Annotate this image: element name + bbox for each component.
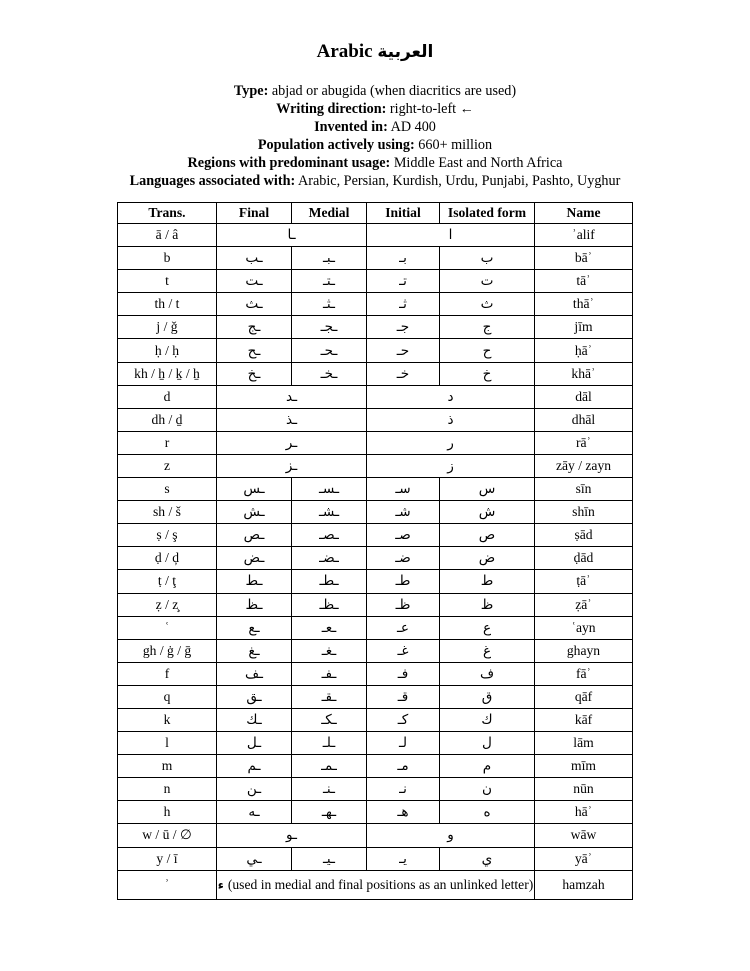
letter-name-cell: ʿayn [535, 616, 633, 639]
final-form-cell: ـه [217, 801, 292, 824]
initial-form-cell: هـ [367, 801, 440, 824]
info-value: Arabic, Persian, Kurdish, Urdu, Punjabi, Pashto, Uyghur [297, 173, 621, 190]
table-row [118, 224, 633, 247]
isolated-form-cell: ب [440, 247, 535, 270]
letter-name-cell: ṣād [535, 524, 633, 547]
initial-form-cell: لـ [367, 732, 440, 755]
medial-form-cell: ـغـ [292, 639, 367, 662]
initial-form-cell: تـ [367, 270, 440, 293]
info-line [0, 100, 750, 118]
trans-cell: r [118, 431, 217, 454]
initial-form-cell: كـ [367, 708, 440, 731]
info-label: Regions with predominant usage: [187, 155, 391, 172]
hamzah-note-cell [217, 870, 535, 899]
col-header-final: Final [217, 203, 292, 224]
letter-name-cell: ḥāʾ [535, 339, 633, 362]
isolated-form-cell: ظ [440, 593, 535, 616]
final-form-cell: ـس [217, 478, 292, 501]
medial-form-cell: ـثـ [292, 293, 367, 316]
col-header-name: Name [535, 203, 633, 224]
info-line [0, 172, 750, 190]
table-row [118, 316, 633, 339]
final-form-cell: ـل [217, 732, 292, 755]
table-row [118, 778, 633, 801]
info-value: AD 400 [390, 119, 436, 136]
final-form-cell: ـط [217, 570, 292, 593]
final-form-cell: ـن [217, 778, 292, 801]
initial-isolated-form-cell: ز [367, 454, 535, 477]
letter-name-cell: jīm [535, 316, 633, 339]
trans-cell: kh / ẖ / ḵ / ẖ [118, 362, 217, 385]
letter-name-cell: khāʾ [535, 362, 633, 385]
medial-form-cell: ـخـ [292, 362, 367, 385]
trans-cell: h [118, 801, 217, 824]
table-row [118, 408, 633, 431]
trans-cell: y / ī [118, 847, 217, 870]
info-value: Middle East and North Africa [393, 155, 563, 172]
letter-name-cell: kāf [535, 708, 633, 731]
trans-cell: k [118, 708, 217, 731]
title-arabic: العربية [377, 42, 434, 62]
letter-name-cell: tāʾ [535, 270, 633, 293]
trans-cell: f [118, 662, 217, 685]
initial-form-cell: ظـ [367, 593, 440, 616]
col-header-trans: Trans. [118, 203, 217, 224]
letter-name-cell: yāʾ [535, 847, 633, 870]
isolated-form-cell: ت [440, 270, 535, 293]
initial-form-cell: مـ [367, 755, 440, 778]
letter-name-cell: wāw [535, 824, 633, 847]
final-form-cell: ـخ [217, 362, 292, 385]
initial-form-cell: عـ [367, 616, 440, 639]
alphabet-table [117, 202, 633, 900]
trans-cell: m [118, 755, 217, 778]
trans-cell: l [118, 732, 217, 755]
medial-form-cell: ـعـ [292, 616, 367, 639]
table-row [118, 593, 633, 616]
info-value: right-to-left ← [389, 101, 474, 118]
letter-name-cell: fāʾ [535, 662, 633, 685]
table-row [118, 362, 633, 385]
medial-form-cell: ـفـ [292, 662, 367, 685]
initial-form-cell: شـ [367, 501, 440, 524]
trans-cell: ḍ / ḑ [118, 547, 217, 570]
info-label: Writing direction: [276, 101, 387, 118]
info-label: Population actively using: [257, 137, 415, 154]
final-form-cell: ـب [217, 247, 292, 270]
final-form-cell: ـص [217, 524, 292, 547]
medial-form-cell: ـقـ [292, 685, 367, 708]
final-form-cell: ـم [217, 755, 292, 778]
letter-name-cell: ṭāʾ [535, 570, 633, 593]
table-row [118, 708, 633, 731]
final-medial-form-cell: ـو [217, 824, 367, 847]
isolated-form-cell: ص [440, 524, 535, 547]
isolated-form-cell: ش [440, 501, 535, 524]
medial-form-cell: ـتـ [292, 270, 367, 293]
isolated-form-cell: ط [440, 570, 535, 593]
medial-form-cell: ـهـ [292, 801, 367, 824]
final-form-cell: ـح [217, 339, 292, 362]
medial-form-cell: ـنـ [292, 778, 367, 801]
col-header-medial: Medial [292, 203, 367, 224]
initial-form-cell: ضـ [367, 547, 440, 570]
trans-cell: dh / ḏ [118, 408, 217, 431]
table-row [118, 385, 633, 408]
letter-name-cell: lām [535, 732, 633, 755]
initial-form-cell: نـ [367, 778, 440, 801]
initial-form-cell: سـ [367, 478, 440, 501]
letter-name-cell: ghayn [535, 639, 633, 662]
trans-cell: ḥ / ḥ [118, 339, 217, 362]
final-medial-form-cell: ـز [217, 454, 367, 477]
hamzah-note-text: (used in medial and final positions as an unlinked letter) [227, 876, 534, 892]
table-header-row [118, 203, 633, 224]
final-medial-form-cell: ـا [217, 224, 367, 247]
letter-name-cell: ẓāʾ [535, 593, 633, 616]
letter-name-cell: nūn [535, 778, 633, 801]
trans-cell: th / t [118, 293, 217, 316]
final-form-cell: ـج [217, 316, 292, 339]
isolated-form-cell: ي [440, 847, 535, 870]
isolated-form-cell: ض [440, 547, 535, 570]
info-value: 660+ million [418, 137, 493, 154]
initial-form-cell: حـ [367, 339, 440, 362]
info-value: abjad or abugida (when diacritics are used) [271, 83, 517, 99]
table-row [118, 547, 633, 570]
page-title [0, 41, 750, 63]
medial-form-cell: ـضـ [292, 547, 367, 570]
initial-form-cell: خـ [367, 362, 440, 385]
letter-name-cell: sīn [535, 478, 633, 501]
letter-name-cell: dhāl [535, 408, 633, 431]
table-row [118, 847, 633, 870]
isolated-form-cell: ع [440, 616, 535, 639]
trans-cell: w / ū / ∅ [118, 824, 217, 847]
medial-form-cell: ـلـ [292, 732, 367, 755]
trans-cell: s [118, 478, 217, 501]
trans-cell: z [118, 454, 217, 477]
table-body [118, 224, 633, 900]
medial-form-cell: ـكـ [292, 708, 367, 731]
final-form-cell: ـق [217, 685, 292, 708]
final-form-cell: ـع [217, 616, 292, 639]
isolated-form-cell: غ [440, 639, 535, 662]
trans-cell: ṣ / ş [118, 524, 217, 547]
final-medial-form-cell: ـذ [217, 408, 367, 431]
trans-cell: ẓ / z̧ [118, 593, 217, 616]
table-row [118, 339, 633, 362]
isolated-form-cell: ح [440, 339, 535, 362]
table-row [118, 293, 633, 316]
initial-form-cell: غـ [367, 639, 440, 662]
isolated-form-cell: ه [440, 801, 535, 824]
info-label: Languages associated with: [129, 173, 296, 190]
initial-form-cell: بـ [367, 247, 440, 270]
isolated-form-cell: ج [440, 316, 535, 339]
final-medial-form-cell: ـد [217, 385, 367, 408]
medial-form-cell: ـظـ [292, 593, 367, 616]
table-row [118, 570, 633, 593]
medial-form-cell: ـيـ [292, 847, 367, 870]
table-row [118, 639, 633, 662]
info-line [0, 118, 750, 136]
trans-cell: gh / ġ / ḡ [118, 639, 217, 662]
final-form-cell: ـظ [217, 593, 292, 616]
letter-name-cell: ḍād [535, 547, 633, 570]
table-row [118, 755, 633, 778]
trans-cell: n [118, 778, 217, 801]
table-row [118, 685, 633, 708]
letter-name-cell: zāy / zayn [535, 454, 633, 477]
final-form-cell: ـغ [217, 639, 292, 662]
final-form-cell: ـي [217, 847, 292, 870]
initial-isolated-form-cell: ر [367, 431, 535, 454]
trans-cell: ʾ [118, 870, 217, 899]
isolated-form-cell: ث [440, 293, 535, 316]
medial-form-cell: ـشـ [292, 501, 367, 524]
final-medial-form-cell: ـر [217, 431, 367, 454]
isolated-form-cell: ل [440, 732, 535, 755]
title-english: Arabic [316, 41, 373, 62]
col-header-isolated: Isolated form [440, 203, 535, 224]
table-row [118, 524, 633, 547]
initial-form-cell: صـ [367, 524, 440, 547]
letter-name-cell: hamzah [535, 870, 633, 899]
trans-cell: ṭ / ţ [118, 570, 217, 593]
table-row [118, 870, 633, 899]
final-form-cell: ـث [217, 293, 292, 316]
isolated-form-cell: ن [440, 778, 535, 801]
trans-cell: q [118, 685, 217, 708]
letter-name-cell: ʾalif [535, 224, 633, 247]
info-line [0, 82, 750, 100]
initial-form-cell: جـ [367, 316, 440, 339]
initial-isolated-form-cell: و [367, 824, 535, 847]
final-form-cell: ـش [217, 501, 292, 524]
final-form-cell: ـض [217, 547, 292, 570]
hamzah-glyph: ء [217, 877, 224, 892]
table-row [118, 616, 633, 639]
initial-form-cell: قـ [367, 685, 440, 708]
initial-form-cell: طـ [367, 570, 440, 593]
final-form-cell: ـت [217, 270, 292, 293]
letter-name-cell: qāf [535, 685, 633, 708]
initial-isolated-form-cell: ا [367, 224, 535, 247]
letter-name-cell: dāl [535, 385, 633, 408]
isolated-form-cell: س [440, 478, 535, 501]
trans-cell: ā / â [118, 224, 217, 247]
letter-name-cell: mīm [535, 755, 633, 778]
info-label: Type: [233, 83, 269, 99]
table-row [118, 270, 633, 293]
trans-cell: b [118, 247, 217, 270]
table-row [118, 732, 633, 755]
letter-name-cell: rāʾ [535, 431, 633, 454]
final-form-cell: ـك [217, 708, 292, 731]
isolated-form-cell: ك [440, 708, 535, 731]
isolated-form-cell: م [440, 755, 535, 778]
script-info-block [0, 82, 750, 191]
initial-form-cell: يـ [367, 847, 440, 870]
trans-cell: t [118, 270, 217, 293]
trans-cell: sh / š [118, 501, 217, 524]
col-header-initial: Initial [367, 203, 440, 224]
medial-form-cell: ـجـ [292, 316, 367, 339]
info-line [0, 154, 750, 172]
info-line [0, 136, 750, 154]
medial-form-cell: ـطـ [292, 570, 367, 593]
table-row [118, 478, 633, 501]
letter-name-cell: shīn [535, 501, 633, 524]
trans-cell: ʿ [118, 616, 217, 639]
isolated-form-cell: خ [440, 362, 535, 385]
medial-form-cell: ـمـ [292, 755, 367, 778]
initial-form-cell: ثـ [367, 293, 440, 316]
isolated-form-cell: ق [440, 685, 535, 708]
letter-name-cell: thāʾ [535, 293, 633, 316]
table-row [118, 247, 633, 270]
medial-form-cell: ـصـ [292, 524, 367, 547]
table-row [118, 662, 633, 685]
final-form-cell: ـف [217, 662, 292, 685]
medial-form-cell: ـحـ [292, 339, 367, 362]
medial-form-cell: ـسـ [292, 478, 367, 501]
table-row [118, 801, 633, 824]
table-row [118, 431, 633, 454]
letter-name-cell: hāʾ [535, 801, 633, 824]
isolated-form-cell: ف [440, 662, 535, 685]
trans-cell: j / ǧ [118, 316, 217, 339]
info-label: Invented in: [314, 119, 388, 136]
trans-cell: d [118, 385, 217, 408]
table-row [118, 501, 633, 524]
initial-isolated-form-cell: ذ [367, 408, 535, 431]
letter-name-cell: bāʾ [535, 247, 633, 270]
table-row [118, 824, 633, 847]
initial-form-cell: فـ [367, 662, 440, 685]
initial-isolated-form-cell: د [367, 385, 535, 408]
table-row [118, 454, 633, 477]
medial-form-cell: ـبـ [292, 247, 367, 270]
